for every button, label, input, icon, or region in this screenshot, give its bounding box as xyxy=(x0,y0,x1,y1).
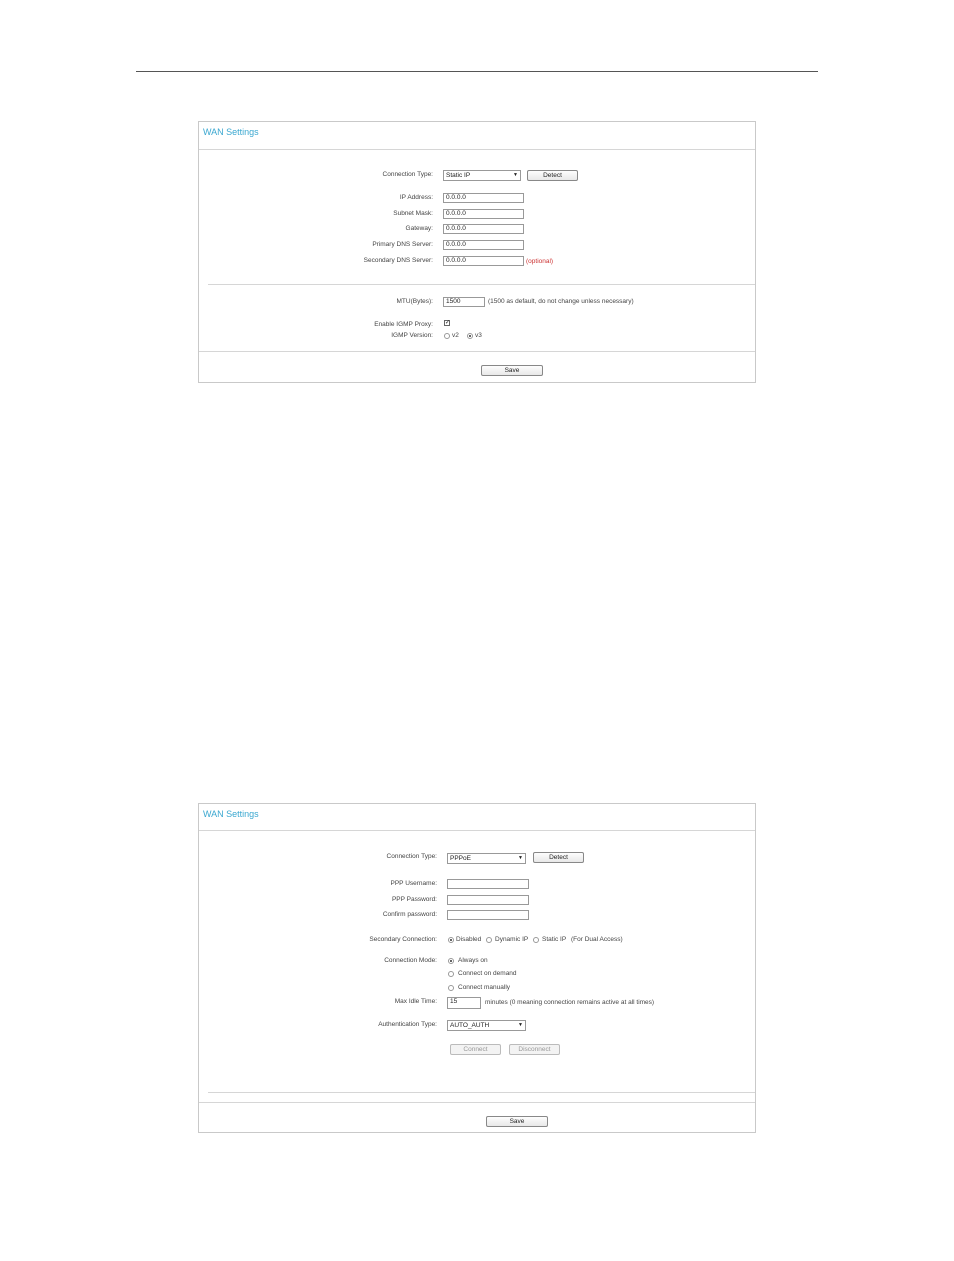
save-button[interactable]: Save xyxy=(481,365,543,376)
connection-mode-label: Connection Mode: xyxy=(384,957,437,964)
gateway-label: Gateway: xyxy=(405,225,433,232)
mtu-input[interactable]: 1500 xyxy=(443,297,485,307)
connection-type-value: Static IP xyxy=(446,172,471,179)
authentication-type-value: AUTO_AUTH xyxy=(450,1022,490,1029)
ppp-username-input[interactable] xyxy=(447,879,529,889)
optional-note: (optional) xyxy=(526,258,554,265)
checkmark-icon: ✓ xyxy=(445,320,451,326)
mode-always-on-label: Always on xyxy=(458,957,488,964)
secondary-dns-label: Secondary DNS Server: xyxy=(363,257,433,264)
mtu-note: (1500 as default, do not change unless necessary) xyxy=(488,298,634,305)
mtu-label: MTU(Bytes): xyxy=(396,298,433,305)
disconnect-button[interactable]: Disconnect xyxy=(509,1044,560,1055)
panel-title: WAN Settings xyxy=(203,127,259,137)
secondary-static-label: Static IP xyxy=(542,936,567,943)
section-divider xyxy=(208,1092,755,1093)
igmp-v3-radio[interactable] xyxy=(467,333,473,339)
igmp-v2-label: v2 xyxy=(452,332,459,339)
mode-always-on-radio[interactable] xyxy=(448,958,454,964)
max-idle-note: minutes (0 meaning connection remains active at all times) xyxy=(485,999,655,1006)
confirm-password-label: Confirm password: xyxy=(382,911,437,918)
connect-button[interactable]: Connect xyxy=(450,1044,501,1055)
panel-title: WAN Settings xyxy=(203,809,259,819)
mode-on-demand-radio[interactable] xyxy=(448,971,454,977)
igmp-version-label: IGMP Version: xyxy=(391,332,433,339)
secondary-dynamic-label: Dynamic IP xyxy=(495,936,529,943)
mode-manual-radio[interactable] xyxy=(448,985,454,991)
title-divider xyxy=(199,149,755,150)
authentication-type-label: Authentication Type: xyxy=(378,1021,437,1028)
secondary-disabled-radio[interactable] xyxy=(448,937,454,943)
primary-dns-input[interactable]: 0.0.0.0 xyxy=(443,240,524,250)
igmp-v2-radio[interactable] xyxy=(444,333,450,339)
dropdown-arrow-icon: ▼ xyxy=(518,1022,523,1028)
dual-access-note: (For Dual Access) xyxy=(571,936,623,943)
connection-type-label: Connection Type: xyxy=(386,853,437,860)
connection-type-value: PPPoE xyxy=(450,855,471,862)
ppp-password-label: PPP Password: xyxy=(391,896,437,903)
primary-dns-label: Primary DNS Server: xyxy=(372,241,433,248)
authentication-type-select[interactable] xyxy=(447,1020,526,1031)
connection-type-select[interactable] xyxy=(443,170,521,181)
ip-address-input[interactable]: 0.0.0.0 xyxy=(443,193,524,203)
wan-settings-pppoe-panel xyxy=(198,803,756,1133)
page-top-rule xyxy=(136,71,818,72)
ppp-password-input[interactable] xyxy=(447,895,529,905)
gateway-input[interactable]: 0.0.0.0 xyxy=(443,224,524,234)
ip-address-label: IP Address: xyxy=(399,194,433,201)
subnet-mask-label: Subnet Mask: xyxy=(393,210,433,217)
mode-manual-label: Connect manually xyxy=(458,984,511,991)
connection-type-select[interactable] xyxy=(447,853,526,864)
title-divider xyxy=(199,830,755,831)
wan-settings-static-panel xyxy=(198,121,756,383)
subnet-mask-input[interactable]: 0.0.0.0 xyxy=(443,209,524,219)
secondary-dns-input[interactable]: 0.0.0.0 xyxy=(443,256,524,266)
connection-type-label: Connection Type: xyxy=(382,171,433,178)
mode-on-demand-label: Connect on demand xyxy=(458,970,517,977)
footer-divider xyxy=(199,1102,755,1103)
igmp-v3-label: v3 xyxy=(475,332,482,339)
detect-button[interactable]: Detect xyxy=(533,852,584,863)
max-idle-time-label: Max Idle Time: xyxy=(394,998,437,1005)
dropdown-arrow-icon: ▼ xyxy=(513,172,518,178)
secondary-disabled-label: Disabled xyxy=(456,936,482,943)
save-button[interactable]: Save xyxy=(486,1116,548,1127)
detect-button[interactable]: Detect xyxy=(527,170,578,181)
max-idle-time-input[interactable]: 15 xyxy=(447,997,481,1009)
secondary-static-radio[interactable] xyxy=(533,937,539,943)
dropdown-arrow-icon: ▼ xyxy=(518,855,523,861)
ppp-username-label: PPP Username: xyxy=(390,880,437,887)
igmp-proxy-label: Enable IGMP Proxy: xyxy=(374,321,433,328)
confirm-password-input[interactable] xyxy=(447,910,529,920)
secondary-dynamic-radio[interactable] xyxy=(486,937,492,943)
footer-divider xyxy=(199,351,755,352)
section-divider xyxy=(208,284,755,285)
igmp-proxy-checkbox[interactable] xyxy=(444,320,450,326)
secondary-connection-label: Secondary Connection: xyxy=(369,936,437,943)
